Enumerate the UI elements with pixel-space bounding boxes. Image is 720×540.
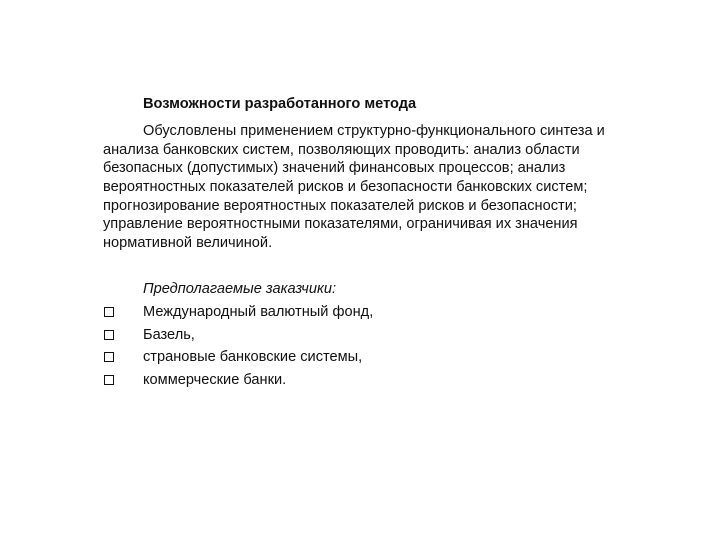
customers-heading-colon: : (331, 281, 337, 297)
paragraph-line: прогнозирование вероятностных показателей рисков и безопасности; (103, 198, 577, 214)
paragraph-line: Обусловлены применением структурно-функционального синтеза и (143, 123, 605, 139)
paragraph-line: безопасных (допустимых) значений финансовых процессов; анализ (103, 160, 566, 176)
paragraph-line: нормативной величиной. (103, 235, 273, 251)
list-item-text: Базель, (143, 327, 195, 343)
list-item-text: страновые банковские системы, (143, 349, 363, 365)
customers-heading (143, 280, 336, 298)
section-title: Возможности разработанного метода (143, 96, 417, 112)
checkbox-square-icon (104, 307, 114, 317)
customers-heading-text: Предполагаемые заказчики (143, 281, 332, 297)
paragraph-line: вероятностных показателей рисков и безопасности банковских систем; (103, 179, 588, 195)
list-item-text: коммерческие банки. (143, 372, 287, 388)
paragraph-line: анализа банковских систем, позволяющих проводить: анализ области (103, 142, 580, 158)
checkbox-square-icon (104, 330, 114, 340)
checkbox-square-icon (104, 375, 114, 385)
checkbox-square-icon (104, 352, 114, 362)
paragraph-line: управление вероятностными показателями, ограничивая их значения (103, 216, 578, 232)
list-item-text: Международный валютный фонд, (143, 304, 374, 320)
